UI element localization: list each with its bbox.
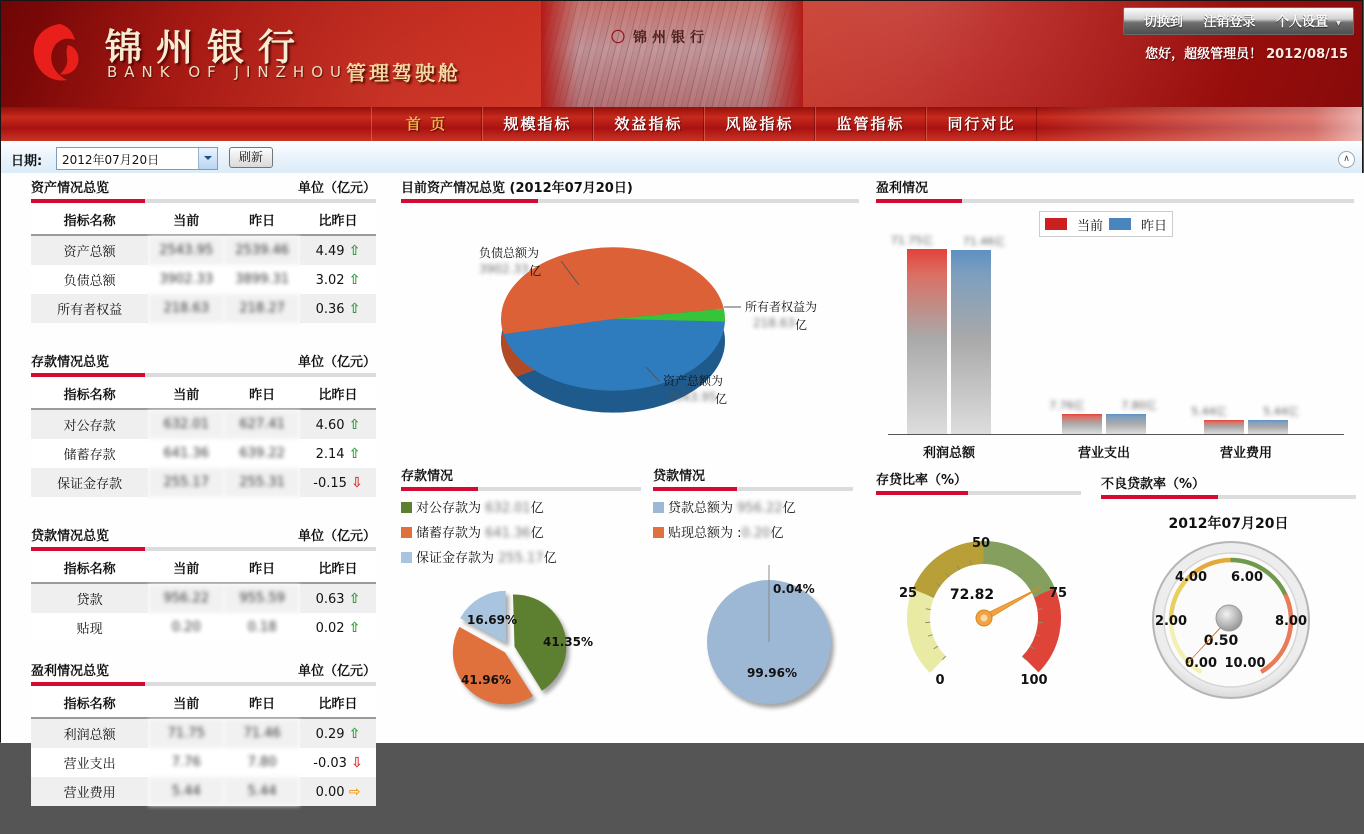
deposit-summary-section — [31, 351, 376, 497]
gauge-value: 72.82 — [950, 587, 994, 603]
table-row: 资产总额 2543.95 2539.46 4.49 ⇧ — [31, 235, 376, 265]
x-axis-line — [888, 434, 1344, 435]
deposit-pie-panel — [401, 465, 641, 741]
nav-end-decoration — [1037, 107, 1362, 141]
tab-home[interactable]: 首 页 — [371, 107, 482, 141]
gauge-tick-label: 6.00 — [1231, 570, 1263, 585]
legend-item: 贴现总额为 :0.20亿 — [653, 522, 853, 541]
title-underline — [876, 491, 1081, 495]
col-header: 指标名称 — [31, 553, 148, 583]
bar-value-yesterday: 5.44亿 — [1252, 403, 1310, 419]
top-links-bar — [1123, 7, 1354, 35]
bank-name-en: BANK OF JINZHOU — [107, 63, 348, 81]
switch-to-link[interactable]: 切换到 — [1144, 15, 1183, 30]
loan-pie-chart — [653, 565, 853, 745]
gauge-tick-label: 0.00 — [1185, 656, 1217, 671]
tab-risk-indicators[interactable]: 风险指标 — [704, 107, 815, 141]
legend-swatch — [653, 527, 664, 538]
section-title: 存款情况总览 — [31, 351, 109, 370]
refresh-button[interactable]: 刷新 — [229, 147, 273, 168]
assets-label: 资产总额为 — [663, 373, 723, 388]
bank-name-cn: 锦州银行 — [105, 17, 309, 71]
col-header: 比昨日 — [300, 688, 376, 718]
content-area — [1, 173, 1364, 743]
legend-swatch — [401, 552, 412, 563]
unit-label: 亿 — [529, 264, 541, 278]
chart-title: 不良贷款率（%） — [1101, 473, 1205, 492]
col-header: 当前 — [148, 205, 224, 235]
col-header: 当前 — [148, 553, 224, 583]
table-row: 所有者权益 218.63 218.27 0.36 ⇧ — [31, 294, 376, 323]
bar-value-current: 5.44亿 — [1180, 403, 1238, 419]
col-header: 指标名称 — [31, 688, 148, 718]
title-underline — [401, 199, 859, 203]
app-title: 管理驾驶舱 — [346, 57, 461, 86]
bar-yesterday — [1106, 414, 1146, 434]
bank-logo-icon — [29, 21, 93, 87]
table-row: 贴现 0.20 0.18 0.02 ⇧ — [31, 613, 376, 642]
date-select-value: 2012年07月20日 — [62, 151, 159, 168]
date-select[interactable] — [56, 147, 218, 170]
section-title: 贷款情况总览 — [31, 525, 109, 544]
npl-gauge-panel — [1101, 473, 1356, 739]
liabilities-value: 3902.33 — [479, 262, 529, 276]
gauge-tick-label: 100 — [1020, 673, 1047, 688]
equity-label: 所有者权益为 — [745, 299, 817, 314]
bar-category-label: 营业费用 — [1198, 442, 1294, 461]
chart-title: 存款情况 — [401, 465, 453, 484]
section-unit: 单位（亿元） — [298, 525, 376, 544]
col-header: 昨日 — [224, 688, 300, 718]
col-header: 当前 — [148, 379, 224, 409]
ldr-gauge-panel — [876, 469, 1081, 739]
title-underline — [653, 487, 853, 491]
legend-swatch — [401, 527, 412, 538]
greeting-text: 您好，超级管理员！ 2012/08/15 — [1145, 43, 1348, 62]
bar-yesterday — [951, 250, 991, 434]
col-header: 比昨日 — [300, 553, 376, 583]
bar-value-current: 7.76亿 — [1038, 397, 1096, 413]
tab-peer-comparison[interactable]: 同行对比 — [926, 107, 1037, 141]
table-row: 贷款 956.22 955.59 0.63 ⇧ — [31, 583, 376, 613]
asset-pie-panel — [401, 177, 859, 461]
bar-value-current: 71.75亿 — [883, 232, 941, 248]
collapse-toolbar-icon[interactable]: ∧ — [1338, 151, 1355, 168]
personal-settings-link[interactable]: 个人设置 — [1276, 15, 1328, 30]
bar-value-yesterday: 71.46亿 — [955, 233, 1013, 249]
bar-yesterday — [1248, 420, 1288, 434]
building-sign: 〇 锦州银行 — [611, 27, 709, 47]
gauge-date: 2012年07月20日 — [1101, 513, 1356, 533]
section-unit: 单位（亿元） — [298, 660, 376, 679]
legend-item: 贷款总额为 956.22亿 — [653, 497, 853, 516]
left-tables-column — [31, 177, 376, 834]
section-title: 盈利情况总览 — [31, 660, 109, 679]
deposit-summary-table — [31, 379, 376, 497]
col-header: 昨日 — [224, 379, 300, 409]
loan-summary-section — [31, 525, 376, 642]
gauge-tick-label: 4.00 — [1175, 570, 1207, 585]
title-underline — [31, 373, 376, 377]
building-photo — [541, 1, 803, 107]
chart-title: 存贷比率（%） — [876, 469, 967, 488]
tab-regulatory-indicators[interactable]: 监管指标 — [815, 107, 926, 141]
section-unit: 单位（亿元） — [298, 351, 376, 370]
title-underline — [31, 547, 376, 551]
bar-value-yesterday: 7.80亿 — [1110, 397, 1168, 413]
unit-label: 亿 — [795, 318, 807, 332]
date-select-button[interactable] — [198, 148, 217, 169]
col-header: 昨日 — [224, 553, 300, 583]
title-underline — [1101, 495, 1356, 499]
table-row: 营业支出 7.76 7.80 -0.03 ⇩ — [31, 748, 376, 777]
chevron-down-icon — [204, 156, 212, 164]
col-header: 当前 — [148, 688, 224, 718]
col-header: 指标名称 — [31, 205, 148, 235]
profit-summary-section — [31, 660, 376, 806]
loan-pie-panel — [653, 465, 853, 741]
table-row: 营业费用 5.44 5.44 0.00 ⇨ — [31, 777, 376, 806]
chart-title: 目前资产情况总览 (2012年07月20日) — [401, 177, 633, 196]
asset-pie-chart — [401, 203, 859, 455]
tab-scale-indicators[interactable]: 规模指标 — [482, 107, 593, 141]
legend-swatch — [653, 502, 664, 513]
legend-label-current: 当前 — [1077, 215, 1103, 234]
table-row: 对公存款 632.01 627.41 4.60 ⇧ — [31, 409, 376, 439]
gauge-tick-label: 8.00 — [1275, 614, 1307, 629]
table-row: 负债总额 3902.33 3899.31 3.02 ⇧ — [31, 265, 376, 294]
gauge-value: 0.50 — [1204, 633, 1239, 649]
pct-label: 41.96% — [461, 673, 511, 687]
system-date: 2012/08/15 — [1266, 47, 1348, 62]
chart-title: 贷款情况 — [653, 465, 705, 484]
gauge-tick-label: 25 — [899, 586, 917, 601]
pct-label: 0.04% — [773, 582, 815, 596]
assets-value: 2543.95 — [667, 390, 717, 404]
chevron-down-icon[interactable]: ▾ — [1336, 18, 1341, 29]
main-nav — [1, 107, 1362, 143]
title-underline — [31, 199, 376, 203]
equity-value: 218.63 — [753, 316, 795, 330]
col-header: 比昨日 — [300, 379, 376, 409]
profit-summary-table — [31, 688, 376, 806]
pie-slices — [547, 276, 680, 361]
gauge-tick-label: 50 — [972, 536, 990, 551]
table-row: 储蓄存款 641.36 639.22 2.14 ⇧ — [31, 439, 376, 468]
header-banner — [1, 1, 1362, 107]
profit-bar-panel — [876, 177, 1354, 461]
nav-spacer — [1, 107, 371, 141]
logout-link[interactable]: 注销登录 — [1203, 15, 1255, 30]
gauge-tick-label: 0 — [935, 673, 944, 688]
date-label: 日期: — [11, 150, 42, 169]
bar-current — [907, 249, 947, 434]
bar-current — [1062, 414, 1102, 434]
legend-item: 对公存款为 632.01亿 — [401, 497, 641, 516]
legend-swatch — [401, 502, 412, 513]
pct-label: 16.69% — [467, 613, 517, 627]
asset-summary-section — [31, 177, 376, 323]
gauge-tick-label: 10.00 — [1224, 656, 1265, 671]
profit-bar-chart — [876, 177, 1354, 461]
legend-item: 储蓄存款为 641.36亿 — [401, 522, 641, 541]
table-row: 保证金存款 255.17 255.31 -0.15 ⇩ — [31, 468, 376, 497]
bar-current — [1204, 420, 1244, 434]
unit-label: 亿 — [715, 392, 727, 406]
date-toolbar — [1, 143, 1362, 174]
section-title: 资产情况总览 — [31, 177, 109, 196]
col-header: 指标名称 — [31, 379, 148, 409]
pct-label: 99.96% — [747, 666, 797, 680]
chart-title: 盈利情况 — [876, 177, 928, 196]
legend-item: 保证金存款为 255.17亿 — [401, 547, 641, 566]
gauge-tick-label: 2.00 — [1155, 614, 1187, 629]
ldr-gauge-chart — [876, 499, 1081, 737]
liabilities-label: 负债总额为 — [479, 245, 539, 260]
gauge-tick-label: 75 — [1049, 586, 1067, 601]
bar-category-label: 利润总额 — [901, 442, 997, 461]
asset-summary-table — [31, 205, 376, 323]
loan-summary-table — [31, 553, 376, 642]
npl-gauge-chart — [1101, 535, 1356, 717]
pct-label: 41.35% — [543, 635, 593, 649]
col-header: 比昨日 — [300, 205, 376, 235]
col-header: 昨日 — [224, 205, 300, 235]
deposit-pie-chart — [401, 576, 641, 736]
title-underline — [401, 487, 641, 491]
section-unit: 单位（亿元） — [298, 177, 376, 196]
bar-category-label: 营业支出 — [1056, 442, 1152, 461]
table-row: 利润总额 71.75 71.46 0.29 ⇧ — [31, 718, 376, 748]
tab-benefit-indicators[interactable]: 效益指标 — [593, 107, 704, 141]
legend-label-yesterday: 昨日 — [1141, 215, 1167, 234]
building-sign-logo-icon: 〇 — [611, 30, 630, 46]
title-underline — [31, 682, 376, 686]
